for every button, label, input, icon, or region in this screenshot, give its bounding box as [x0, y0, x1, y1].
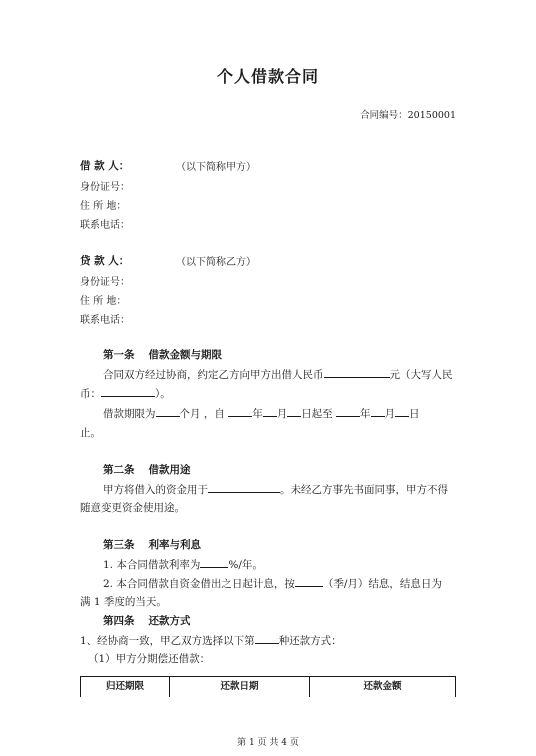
article-1-line-3 — [103, 405, 420, 421]
settlement-period-blank — [295, 575, 323, 587]
article-1-text: 年 — [252, 408, 263, 420]
article-3-text: %/年。 — [228, 559, 263, 571]
article-1-heading — [103, 347, 222, 362]
lender-note: （以下简称乙方） — [176, 257, 256, 268]
borrower-address-label: 住 所 地： — [80, 201, 127, 212]
article-1-number: 第一条 — [103, 349, 135, 361]
borrower-phone-label: 联系电话： — [80, 220, 130, 231]
article-1-text: ）。 — [155, 388, 171, 400]
article-2-text: 甲方将借入的资金用于 — [103, 484, 208, 496]
article-1-text: 月 — [384, 408, 396, 420]
document-title: 个人借款合同 — [216, 67, 319, 86]
contract-number: 合同编号：20150001 — [360, 110, 456, 121]
borrower-note: （以下简称甲方） — [176, 162, 256, 173]
borrower-label: 借 款 人： — [80, 160, 130, 172]
start-day-blank — [287, 405, 301, 417]
article-1-text: 月 — [276, 408, 288, 420]
page-footer: 第 1 页 共 4 页 — [237, 738, 299, 748]
lender-label: 贷 款 人： — [80, 255, 130, 267]
article-1-text: 借款期限为 — [103, 408, 156, 420]
start-year-blank — [228, 405, 252, 417]
article-1-line-2 — [80, 385, 171, 401]
months-blank — [156, 405, 180, 417]
article-4-text: 种还款方式： — [278, 635, 342, 647]
rate-blank — [200, 556, 228, 568]
article-3-line-1 — [103, 556, 263, 572]
start-month-blank — [263, 405, 277, 417]
article-3-name: 利率与利息 — [148, 539, 201, 551]
borrower-id-label: 身份证号： — [80, 182, 130, 193]
end-month-blank — [371, 405, 385, 417]
article-3-line-2 — [103, 575, 442, 591]
article-1-name: 借款金额与期限 — [148, 349, 222, 361]
article-4-text: 1、经协商一致，甲乙双方选择以下第 — [80, 635, 255, 647]
article-3-line-3: 满 1 季度的当天。 — [80, 596, 167, 608]
amount-blank — [324, 366, 390, 378]
article-1-text: 年 — [360, 408, 371, 420]
article-1-line-4: 止。 — [80, 427, 101, 439]
end-year-blank — [336, 405, 360, 417]
article-4-line-1 — [80, 632, 342, 648]
repayment-table — [80, 676, 456, 697]
article-2-text: 。未经乙方事先书面同事，甲方不得 — [280, 484, 448, 496]
article-1-text: 个月 ，自 — [179, 408, 225, 420]
lender-address-label: 住 所 地： — [80, 296, 127, 307]
article-1-text: 日 — [409, 408, 420, 420]
article-4-number: 第四条 — [103, 615, 135, 627]
article-1-text: 币： — [80, 388, 101, 400]
table-header-cell: 还款金额 — [363, 681, 402, 692]
article-1-line-1 — [103, 366, 453, 382]
article-2-line-1 — [103, 481, 448, 497]
article-2-line-2: 随意变更资金使用途。 — [80, 502, 185, 514]
article-4-line-2: （1）甲方分期偿还借款： — [88, 653, 211, 665]
lender-id-label: 身份证号： — [80, 277, 130, 288]
article-1-text: 元（大写人民 — [389, 369, 453, 381]
article-3-text: 2. 本合同借款自资金借出之日起计息，按 — [103, 578, 295, 590]
article-2-name: 借款用途 — [148, 464, 191, 476]
article-3-heading — [103, 537, 201, 552]
end-day-blank — [395, 405, 409, 417]
article-4-heading — [103, 613, 191, 628]
amount-capital-blank — [101, 385, 155, 397]
article-2-number: 第二条 — [103, 464, 135, 476]
article-1-text: 合同双方经过协商，约定乙方向甲方出借人民币 — [103, 369, 324, 381]
repayment-option-blank — [255, 632, 279, 644]
article-3-text: 1. 本合同借款利率为 — [103, 559, 201, 571]
article-3-number: 第三条 — [103, 539, 135, 551]
table-header-cell: 归还期限 — [81, 677, 170, 697]
article-1-text: 日起至 — [301, 408, 333, 420]
lender-phone-label: 联系电话： — [80, 315, 130, 326]
article-4-name: 还款方式 — [148, 615, 191, 627]
article-3-text: （季/月）结息，结息日为 — [322, 578, 442, 590]
table-header-cell: 还款日期 — [170, 677, 310, 697]
purpose-blank — [208, 481, 280, 493]
article-2-heading — [103, 462, 191, 477]
